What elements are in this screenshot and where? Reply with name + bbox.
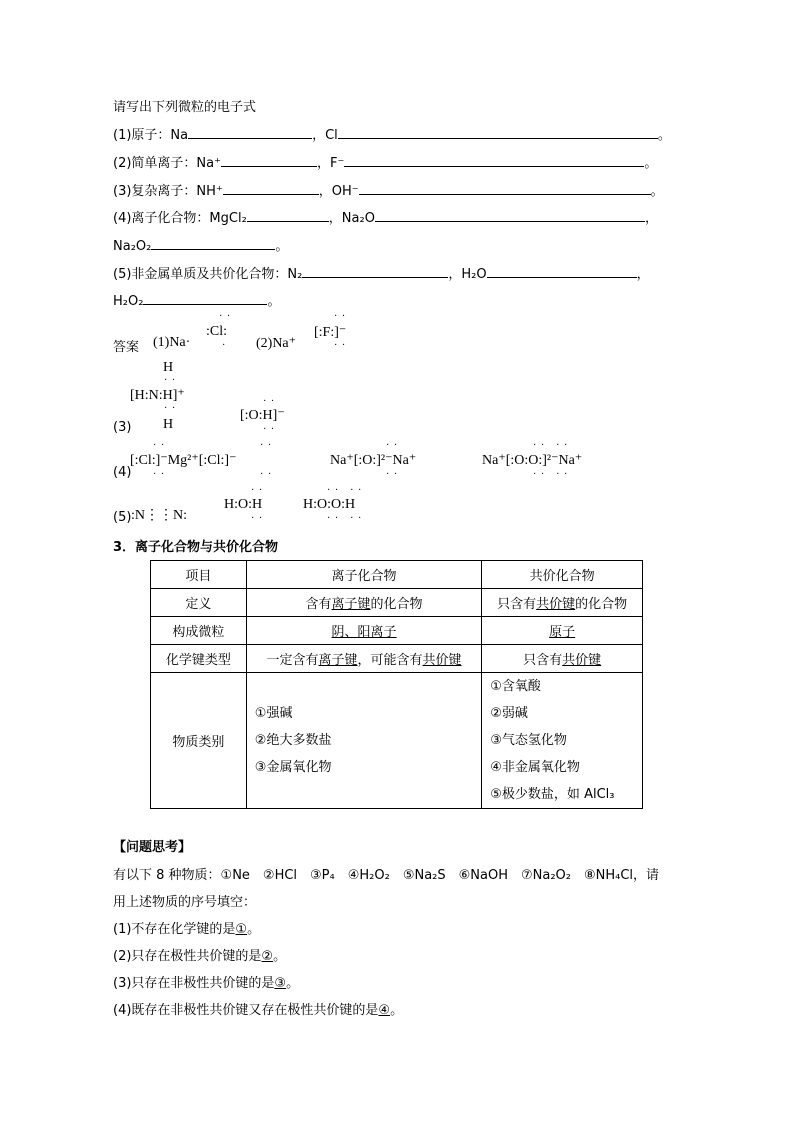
question-text: (2)只存在极性共价键的是 [113, 949, 262, 964]
answer-underlined: 离子键 [331, 597, 371, 612]
cell-ionic-particle [246, 617, 481, 645]
answer-5-h2o: H:O:H [224, 497, 263, 512]
electron-dots: · · · · [327, 485, 363, 496]
answer-underlined: 原子 [549, 625, 576, 640]
cell-covalent-bond [482, 645, 643, 673]
exercise-line-2 [113, 152, 657, 171]
blank-na-atom[interactable] [188, 126, 312, 139]
blank-h2o2[interactable] [143, 292, 267, 305]
compound-comparison-table [150, 560, 643, 809]
blank-h2o[interactable] [487, 265, 637, 278]
question-2 [113, 945, 286, 964]
table-row [151, 645, 643, 673]
question-text: (1)不存在化学键的是 [113, 922, 236, 937]
list-item: ②弱碱 [490, 706, 528, 721]
list-item: ④非金属氧化物 [490, 760, 580, 775]
cell-text: 只含有 [497, 597, 537, 612]
electron-dots: · · [263, 424, 276, 435]
question-4 [113, 999, 403, 1018]
row-label: 化学键类型 [151, 645, 247, 673]
electron-dots: · · [153, 440, 166, 451]
blank-mgcl2[interactable] [247, 209, 329, 222]
answer-underlined: ③ [274, 976, 287, 991]
row-label: 定义 [151, 589, 247, 617]
table-header-row [151, 561, 643, 589]
cell-ionic-bond [246, 645, 481, 673]
list-item: ③金属氧化物 [254, 760, 332, 775]
cell-ionic-class [246, 673, 481, 809]
blank-na-ion[interactable] [221, 154, 317, 167]
question-end: 。 [247, 922, 261, 937]
question-heading: 【问题思考】 [113, 840, 192, 855]
table-row [151, 617, 643, 645]
list-item: ⑤极少数盐，如 AlCl₃ [490, 787, 615, 802]
answer-1-na: (1)Na· [153, 335, 191, 350]
answer-underlined: ① [235, 922, 248, 937]
header-item: 项目 [151, 561, 247, 589]
cell-text: ，可能含有 [357, 653, 423, 668]
question-intro-2: 用上述物质的序号填空： [113, 895, 257, 910]
line4b-prefix: Na₂O₂ [113, 239, 152, 254]
exercise-line-3 [113, 180, 664, 199]
answer-5-label: (5) [113, 510, 132, 525]
list-item: ①含氧酸 [490, 679, 541, 694]
line4-sep: ，Na₂O [328, 211, 375, 226]
answer-3-oh: [:O:H]⁻ [240, 408, 285, 423]
table-row [151, 589, 643, 617]
electron-dots: · · [164, 375, 177, 386]
section-3-title: 3．离子化合物与共价化合物 [113, 540, 279, 555]
answer-3-h-bottom: H [163, 417, 174, 432]
answer-underlined: 共价键 [422, 653, 462, 668]
cell-ionic-def [246, 589, 481, 617]
exercise-line-5b [113, 290, 280, 309]
electron-dots: · · [260, 440, 273, 451]
electron-dots: · [222, 340, 227, 351]
question-end: 。 [273, 949, 287, 964]
line5-end: ， [636, 267, 650, 282]
question-end: 。 [286, 976, 300, 991]
electron-dots: · · [153, 469, 166, 480]
electron-dots: · · [334, 340, 347, 351]
line5b-prefix: H₂O₂ [113, 294, 144, 309]
answer-4-na2o: Na⁺[:O:]²⁻Na⁺ [330, 453, 417, 468]
line3-prefix: (3)复杂离子：NH⁺ [113, 184, 223, 199]
blank-oh-ion[interactable] [359, 182, 651, 195]
line2-end: 。 [644, 156, 658, 171]
cell-covalent-class [482, 673, 643, 809]
electron-dots: · · · · [533, 440, 569, 451]
answer-underlined: 离子键 [318, 653, 358, 668]
answer-underlined: ④ [378, 1003, 391, 1018]
header-covalent: 共价化合物 [482, 561, 643, 589]
answer-label: 答案 [113, 340, 140, 355]
question-3 [113, 972, 299, 991]
question-text: (4)既存在非极性共价键又存在极性共价键的是 [113, 1003, 379, 1018]
line4-end: ， [644, 211, 658, 226]
answer-3-nh4: [H:N:H]⁺ [130, 388, 185, 403]
answer-underlined: ② [261, 949, 274, 964]
blank-na2o2[interactable] [151, 237, 275, 250]
cell-text: 的化合物 [575, 597, 628, 612]
blank-cl-atom[interactable] [338, 126, 658, 139]
row-label: 物质类别 [151, 673, 247, 809]
electron-dots: · · [251, 513, 264, 524]
blank-n2[interactable] [302, 265, 448, 278]
answer-2-na: (2)Na⁺ [256, 336, 297, 351]
electron-dots: · · [260, 469, 273, 480]
header-ionic: 离子化合物 [246, 561, 481, 589]
electron-dots: · · · · [327, 513, 363, 524]
answer-5-h2o2: H:O:O:H [303, 497, 356, 512]
answer-underlined: 共价键 [536, 597, 576, 612]
cell-text: 的化合物 [370, 597, 423, 612]
line4b-end: 。 [275, 239, 289, 254]
line1-sep: ，Cl [312, 128, 338, 143]
question-1 [113, 918, 260, 937]
answer-underlined: 阴、阳离子 [331, 625, 397, 640]
cell-covalent-particle [482, 617, 643, 645]
electron-dots: · · [334, 311, 347, 322]
line3-end: 。 [650, 184, 664, 199]
list-item: ③气态氢化物 [490, 733, 567, 748]
line4-prefix: (4)离子化合物：MgCl₂ [113, 211, 247, 226]
question-end: 。 [390, 1003, 404, 1018]
answer-1-cl: :Cl: [206, 324, 228, 339]
cell-text: 只含有 [523, 653, 563, 668]
cell-text: 含有 [305, 597, 332, 612]
blank-f-ion[interactable] [344, 154, 644, 167]
answer-4-na2o2: Na⁺[:O:O:]²⁻Na⁺ [482, 453, 583, 468]
exercise-title: 请写出下列微粒的电子式 [113, 100, 257, 115]
answer-3-h-top: H [163, 360, 174, 375]
line1-end: 。 [657, 128, 671, 143]
line2-prefix: (2)简单离子：Na⁺ [113, 156, 221, 171]
question-text: (3)只存在非极性共价键的是 [113, 976, 275, 991]
blank-na2o[interactable] [375, 209, 645, 222]
exercise-line-1 [113, 124, 671, 143]
line3-sep: ，OH⁻ [318, 184, 359, 199]
row-label: 构成微粒 [151, 617, 247, 645]
electron-dots: · · [219, 311, 232, 322]
electron-dots: · · [251, 485, 264, 496]
answer-underlined: 共价键 [562, 653, 602, 668]
answer-2-f: [:F:]⁻ [314, 325, 347, 340]
line5-sep: ，H₂O [448, 267, 487, 282]
electron-dots: · · [164, 403, 177, 414]
list-item: ①强碱 [254, 706, 293, 721]
exercise-line-4 [113, 207, 658, 226]
answer-3-label: (3) [113, 420, 132, 435]
cell-covalent-def [482, 589, 643, 617]
exercise-line-5 [113, 263, 650, 282]
answer-5-n2: :N⋮⋮N: [131, 508, 187, 523]
list-item: ②绝大多数盐 [254, 733, 332, 748]
cell-text: 一定含有 [266, 653, 319, 668]
blank-nh4-ion[interactable] [223, 182, 319, 195]
line2-sep: ，F⁻ [316, 156, 345, 171]
electron-dots: · · [263, 396, 276, 407]
answer-4-label: (4) [113, 465, 132, 480]
exercise-line-4b [113, 235, 288, 254]
electron-dots: · · [386, 469, 399, 480]
electron-dots: · · · · [533, 469, 569, 480]
table-row [151, 673, 643, 809]
answer-4-mgcl2: [:Cl:]⁻Mg²⁺[:Cl:]⁻ [130, 453, 237, 468]
question-intro-1: 有以下 8 种物质：①Ne ②HCl ③P₄ ④H₂O₂ ⑤Na₂S ⑥NaOH ⑦Na₂O₂ ⑧NH₄Cl，请 [113, 868, 660, 883]
line1-prefix: (1)原子：Na [113, 128, 189, 143]
line5b-end: 。 [267, 294, 281, 309]
electron-dots: · · [386, 440, 399, 451]
line5-prefix: (5)非金属单质及共价化合物：N₂ [113, 267, 303, 282]
